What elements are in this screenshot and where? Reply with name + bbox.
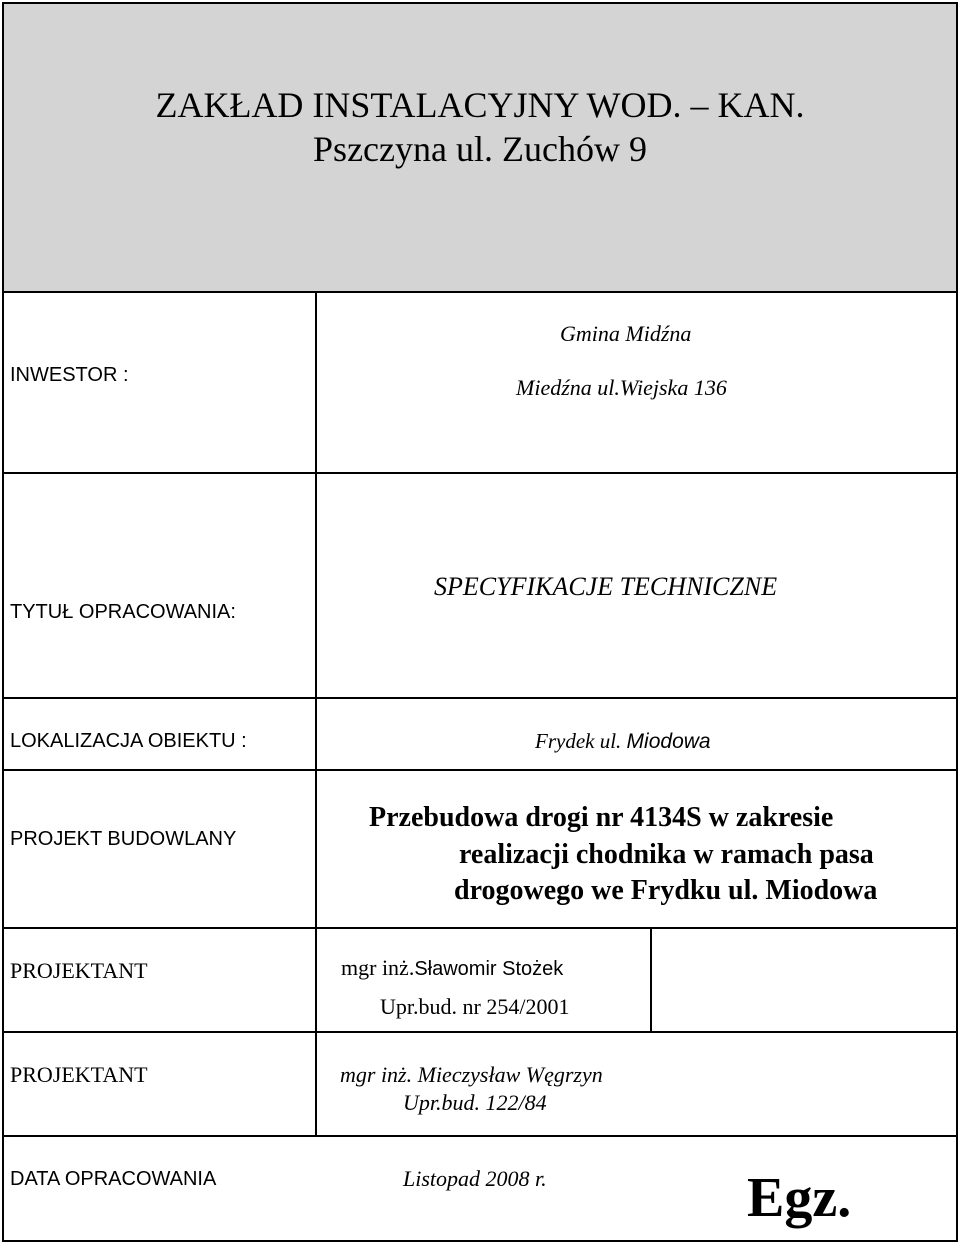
- investor-name: Gmina Midźna: [560, 321, 692, 346]
- row-divider: [2, 769, 958, 771]
- border-left: [2, 2, 4, 1242]
- project-line-3: drogowego we Frydku ul. Miodowa: [454, 875, 878, 906]
- company-name: ZAKŁAD INSTALACYJNY WOD. – KAN.: [155, 85, 805, 125]
- designer-1-title: mgr inż.: [341, 955, 415, 980]
- investor-label: INWESTOR :: [10, 364, 129, 386]
- designer-2-name: mgr inż. Mieczysław Węgrzyn: [340, 1062, 603, 1087]
- project-line-2: realizacji chodnika w ramach pasa: [459, 839, 874, 870]
- row-divider: [2, 472, 958, 474]
- designer-1-surname: Sławomir Stożek: [414, 958, 564, 980]
- investor-address-street: Miedźna ul.: [516, 375, 620, 400]
- designer-1-label: PROJEKTANT: [10, 958, 148, 983]
- designer-1-name: [341, 957, 563, 979]
- border-top: [2, 2, 958, 4]
- company-address: Pszczyna ul. Zuchów 9: [313, 129, 647, 169]
- investor-address: [516, 377, 727, 399]
- column-divider: [650, 927, 652, 1033]
- title-label: TYTUŁ OPRACOWANIA:: [10, 601, 236, 623]
- date-value: Listopad 2008 r.: [403, 1166, 547, 1191]
- location-city: Frydek ul.: [535, 729, 622, 753]
- designer-2-license: Upr.bud. 122/84: [403, 1090, 547, 1115]
- designer-2-label: PROJEKTANT: [10, 1062, 148, 1087]
- row-divider: [2, 927, 958, 929]
- location-street: Miodowa: [626, 730, 711, 753]
- project-line-1: Przebudowa drogi nr 4134S w zakresie: [369, 802, 834, 833]
- date-label: DATA OPRACOWANIA: [10, 1168, 217, 1190]
- row-divider: [2, 1031, 958, 1033]
- document-title: SPECYFIKACJE TECHNICZNE: [434, 572, 778, 601]
- column-divider: [315, 291, 317, 1137]
- location-value: [535, 731, 711, 752]
- row-divider: [2, 291, 958, 293]
- project-label: PROJEKT BUDOWLANY: [10, 828, 237, 850]
- row-divider: [2, 1135, 958, 1137]
- designer-1-license: Upr.bud. nr 254/2001: [380, 994, 570, 1019]
- location-label: LOKALIZACJA OBIEKTU :: [10, 730, 247, 752]
- border-right: [956, 2, 958, 1242]
- copy-mark: Egz.: [747, 1167, 852, 1229]
- row-divider: [2, 697, 958, 699]
- border-bottom: [2, 1240, 958, 1242]
- investor-address-number: Wiejska 136: [619, 375, 727, 400]
